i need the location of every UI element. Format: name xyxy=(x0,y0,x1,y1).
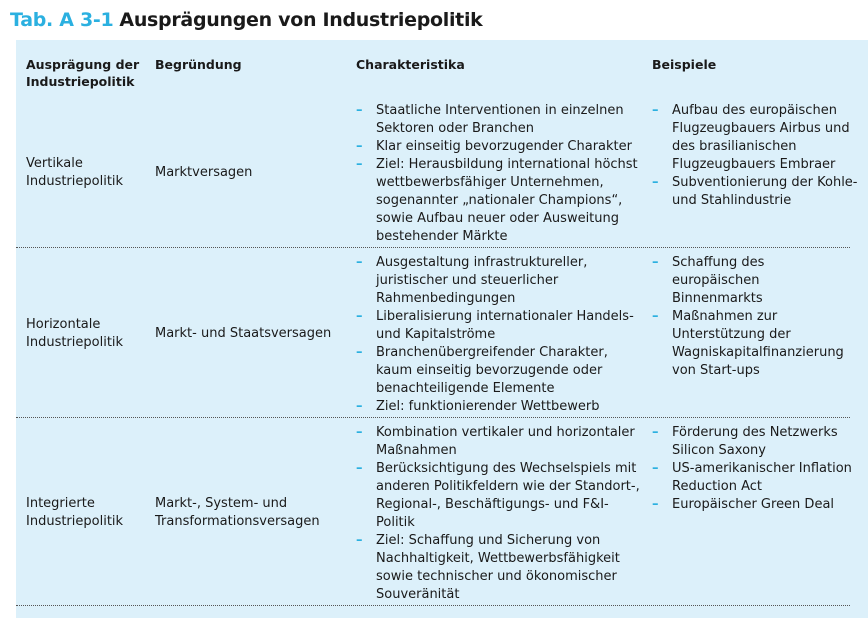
row-begruendung xyxy=(155,254,350,414)
row-begruendung-text: Markt- und Staatsversagen xyxy=(155,326,332,341)
dash-bullet-icon: – xyxy=(356,103,363,118)
dash-bullet-icon: – xyxy=(652,425,659,440)
list-item xyxy=(652,254,842,308)
list-item xyxy=(652,424,862,460)
dash-bullet-icon: – xyxy=(356,139,363,154)
dash-bullet-icon: – xyxy=(356,461,363,476)
charakteristika-list xyxy=(356,102,638,246)
list-item-text: Subventionierung der Kohle- und Stahlindustrie xyxy=(672,175,858,208)
list-item xyxy=(356,138,641,156)
list-item xyxy=(356,254,591,308)
dash-bullet-icon: – xyxy=(652,309,659,324)
header-charakteristika: Charakteristika xyxy=(356,57,465,72)
row-auspraegung-text: Horizontale Industriepolitik xyxy=(26,317,124,350)
list-item-text: Ziel: Herausbildung international höchst wettbewerbsfähiger Unternehmen, sogenannter „nationaler Champions“, sowie Aufbau neuer oder Ausweitung bestehender Märkte xyxy=(376,157,638,244)
dash-bullet-icon: – xyxy=(356,399,363,414)
list-item xyxy=(356,398,654,416)
table-title xyxy=(10,5,483,35)
header-auspraegung: Ausprägung der Industriepolitik xyxy=(26,57,140,89)
dash-bullet-icon: – xyxy=(652,175,659,190)
list-item-text: Europäischer Green Deal xyxy=(672,497,835,512)
beispiele-list xyxy=(652,424,852,514)
row-begruendung xyxy=(155,102,345,244)
row-beispiele xyxy=(652,424,852,514)
dash-bullet-icon: – xyxy=(652,255,659,270)
header-beispiele: Beispiele xyxy=(652,57,717,72)
dash-bullet-icon: – xyxy=(356,533,363,548)
row-auspraegung xyxy=(26,424,151,602)
dash-bullet-icon: – xyxy=(356,157,363,172)
list-item xyxy=(652,496,868,514)
table-row xyxy=(16,424,852,602)
dash-bullet-icon: – xyxy=(356,309,363,324)
list-item-text: Maßnahmen zur Unterstützung der Wagniskapitalfinanzierung von Start-ups xyxy=(672,309,844,378)
header-begruendung: Begründung xyxy=(155,57,242,72)
list-item-text: Ziel: Schaffung und Sicherung von Nachhaltigkeit, Wettbewerbsfähigkeit sowie technischer und ökonomischer Souveränität xyxy=(376,533,620,602)
list-item-text: Staatliche Interventionen in einzelnen Sektoren oder Branchen xyxy=(376,103,624,136)
list-item xyxy=(652,102,850,174)
list-item xyxy=(356,424,654,460)
dash-bullet-icon: – xyxy=(652,497,659,512)
row-beispiele xyxy=(652,102,858,210)
list-item xyxy=(356,308,654,344)
row-divider xyxy=(16,247,850,248)
dash-bullet-icon: – xyxy=(652,103,659,118)
table-row xyxy=(16,254,852,414)
row-divider xyxy=(16,417,850,418)
row-begruendung-text: Marktversagen xyxy=(155,165,253,180)
list-item xyxy=(356,156,654,246)
list-item xyxy=(356,532,631,604)
list-item-text: Ziel: funktionierender Wettbewerb xyxy=(376,399,600,414)
industrial-policy-table xyxy=(16,40,868,618)
row-charakteristika xyxy=(356,254,634,416)
table-number: Tab. A 3-1 xyxy=(10,9,114,31)
dash-bullet-icon: – xyxy=(356,425,363,440)
list-item-text: Klar einseitig bevorzugender Charakter xyxy=(376,139,632,154)
table-caption: Ausprägungen von Industriepolitik xyxy=(119,9,483,31)
table-row xyxy=(16,102,858,244)
row-begruendung xyxy=(155,424,345,602)
dash-bullet-icon: – xyxy=(652,461,659,476)
row-charakteristika xyxy=(356,102,638,246)
row-auspraegung-text: Vertikale Industriepolitik xyxy=(26,156,124,189)
list-item-text: Aufbau des europäischen Flugzeugbauers Airbus und des brasilianischen Flugzeugbauers Embraer xyxy=(672,103,850,172)
list-item-text: Ausgestaltung infrastruktureller, juristischer und steuerlicher Rahmenbedingungen xyxy=(376,255,588,306)
list-item-text: Liberalisierung internationaler Handels- und Kapitalströme xyxy=(376,309,634,342)
beispiele-list xyxy=(652,102,858,210)
row-divider xyxy=(16,605,850,606)
list-item-text: US-amerikanischer Inflation Reduction Act xyxy=(672,461,852,494)
list-item-text: Kombination vertikaler und horizontaler Maßnahmen xyxy=(376,425,635,458)
list-item-text: Branchenübergreifender Charakter, kaum einseitig bevorzugende oder benachteiligende Elemente xyxy=(376,345,608,396)
list-item xyxy=(652,174,862,210)
charakteristika-list xyxy=(356,424,640,604)
list-item-text: Berücksichtigung des Wechselspiels mit anderen Politikfeldern wie der Standort-, Regional-, Beschäftigungs- und F&I-Politik xyxy=(376,461,640,530)
list-item xyxy=(356,344,626,398)
row-charakteristika xyxy=(356,424,640,604)
table-header-row xyxy=(16,40,868,98)
row-auspraegung-text: Integrierte Industriepolitik xyxy=(26,496,124,529)
beispiele-list xyxy=(652,254,848,380)
charakteristika-list xyxy=(356,254,634,416)
row-begruendung-text: Markt-, System- und Transformationsversagen xyxy=(155,496,320,529)
row-auspraegung xyxy=(26,102,151,244)
list-item xyxy=(356,102,626,138)
dash-bullet-icon: – xyxy=(356,345,363,360)
dash-bullet-icon: – xyxy=(356,255,363,270)
list-item-text: Förderung des Netzwerks Silicon Saxony xyxy=(672,425,838,458)
row-beispiele xyxy=(652,254,848,380)
list-item xyxy=(356,460,646,532)
list-item-text: Schaffung des europäischen Binnenmarkts xyxy=(672,255,765,306)
row-auspraegung xyxy=(26,254,151,414)
list-item xyxy=(652,460,857,496)
list-item xyxy=(652,308,857,380)
